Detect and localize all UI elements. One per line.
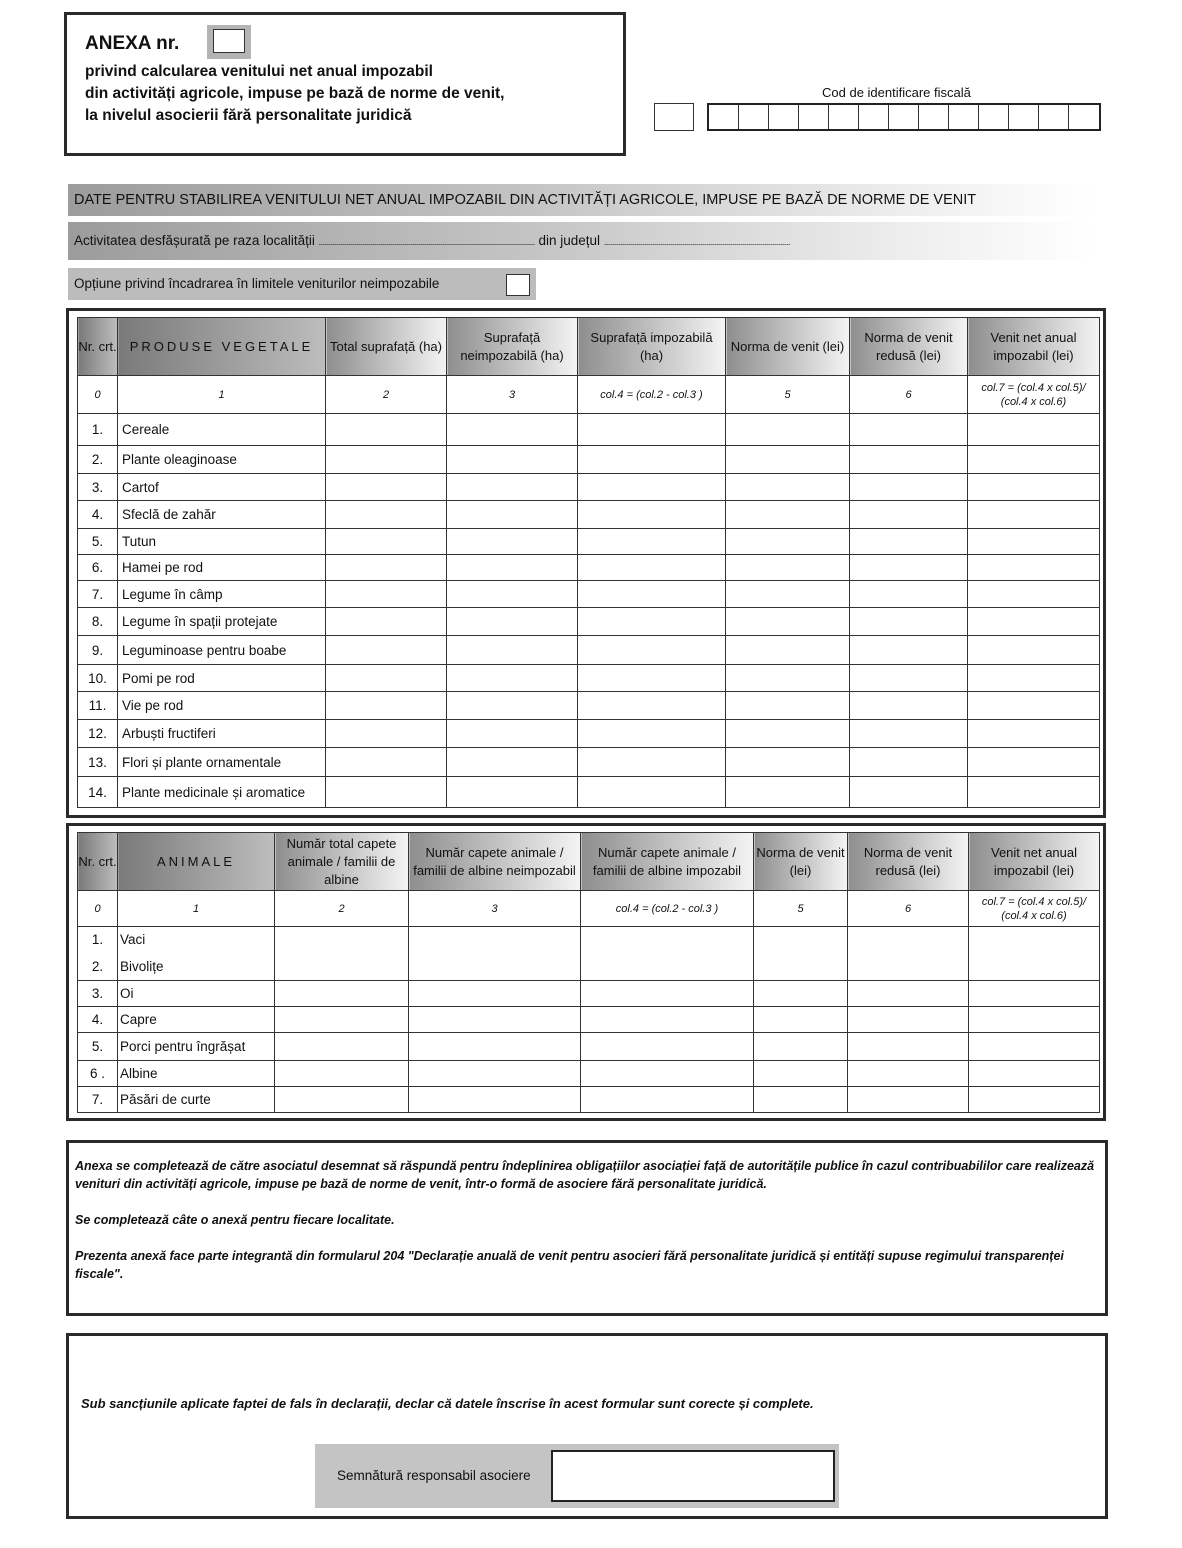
crops-row-nr: 1. <box>78 414 118 446</box>
animals-cell-input[interactable] <box>754 1033 848 1061</box>
crops-row-name: Flori și plante ornamentale <box>118 748 326 777</box>
animals-index-7: col.7 = (col.4 x col.5)/ (col.4 x col.6) <box>969 891 1100 927</box>
crops-cell-input[interactable] <box>726 529 850 555</box>
crops-row-name: Cartof <box>118 474 326 501</box>
crops-row <box>78 474 1100 501</box>
animals-cell-input[interactable] <box>275 1033 409 1061</box>
crops-index-3: 3 <box>447 376 578 414</box>
animals-cell-input[interactable] <box>969 1087 1100 1113</box>
crops-index-1: 1 <box>118 376 326 414</box>
crops-cell-input[interactable] <box>968 636 1100 665</box>
crops-cell-input[interactable] <box>326 720 447 748</box>
crops-col-tax: Suprafață impozabilă (ha) <box>578 318 726 376</box>
crops-cell-input[interactable] <box>447 501 578 529</box>
crops-cell-input[interactable] <box>578 608 726 636</box>
crops-cell-input[interactable] <box>726 608 850 636</box>
declaration-text: Sub sancțiunile aplicate faptei de fals în declarații, declar că datele înscrise în acest formular sunt corecte și complete. <box>81 1396 814 1411</box>
animals-index-4: col.4 = (col.2 - col.3 ) <box>581 891 754 927</box>
animals-cell-input[interactable] <box>848 1061 969 1087</box>
crops-cell-input[interactable] <box>578 581 726 608</box>
animals-cell-input[interactable] <box>275 981 409 1007</box>
crops-cell-input[interactable] <box>968 692 1100 720</box>
crops-table-frame <box>66 308 1106 818</box>
animals-col-nontax: Număr capete animale / familii de albine neimpozabil <box>409 833 581 891</box>
subtitle-line-1: privind calcularea venitului net anual impozabil <box>85 63 433 80</box>
crops-cell-input[interactable] <box>726 581 850 608</box>
crops-index-5: 5 <box>726 376 850 414</box>
crops-cell-input[interactable] <box>850 555 968 581</box>
crops-cell-input[interactable] <box>447 529 578 555</box>
crops-row-name: Hamei pe rod <box>118 555 326 581</box>
locality-row <box>68 222 1094 260</box>
animals-row-nr: 4. <box>78 1007 118 1033</box>
crops-cell-input[interactable] <box>726 720 850 748</box>
crops-col-nr: Nr. crt. <box>78 318 118 376</box>
crops-cell-input[interactable] <box>578 692 726 720</box>
crops-cell-input[interactable] <box>326 608 447 636</box>
crops-cell-input[interactable] <box>447 446 578 474</box>
crops-cell-input[interactable] <box>726 665 850 692</box>
animals-cell-input[interactable] <box>754 927 848 981</box>
animals-cell-input[interactable] <box>409 1007 581 1033</box>
annex-number-label: ANEXA nr. <box>85 33 180 54</box>
crops-cell-input[interactable] <box>850 529 968 555</box>
crops-cell-input[interactable] <box>326 636 447 665</box>
crops-cell-input[interactable] <box>326 581 447 608</box>
crops-row-name: Legume în spații protejate <box>118 608 326 636</box>
annex-title-box <box>64 12 626 156</box>
crops-row-name: Pomi pe rod <box>118 665 326 692</box>
note-1: Anexa se completează de către asociatul desemnat să răspundă pentru îndeplinirea obligațiilor asociației față de autoritățile publice în cazul contribuabililor care realizează venituri din activități agricole, impuse pe bază de norme de venit, într-o formă de asociere fără personalitate juridică. <box>75 1159 1095 1191</box>
crops-cell-input[interactable] <box>447 581 578 608</box>
animals-row <box>78 927 1100 953</box>
crops-row <box>78 748 1100 777</box>
animals-header-row <box>78 833 1100 891</box>
crops-col-nontax: Suprafață neimpozabilă (ha) <box>447 318 578 376</box>
crops-row <box>78 665 1100 692</box>
animals-col-tax: Număr capete animale / familii de albine impozabil <box>581 833 754 891</box>
crops-cell-input[interactable] <box>447 414 578 446</box>
animals-cell-input[interactable] <box>409 927 581 981</box>
county-input[interactable]: ............................................................................................. <box>603 237 790 247</box>
signature-field[interactable] <box>551 1450 835 1502</box>
animals-row-name: Vaci <box>118 927 275 953</box>
crops-row <box>78 501 1100 529</box>
crops-cell-input[interactable] <box>447 692 578 720</box>
crops-cell-input[interactable] <box>968 501 1100 529</box>
crops-row-nr: 10. <box>78 665 118 692</box>
crops-cell-input[interactable] <box>578 665 726 692</box>
animals-index-row <box>78 891 1100 927</box>
crops-cell-input[interactable] <box>578 555 726 581</box>
crops-cell-input[interactable] <box>726 414 850 446</box>
animals-cell-input[interactable] <box>969 927 1100 981</box>
animals-cell-input[interactable] <box>581 1087 754 1113</box>
crops-cell-input[interactable] <box>850 748 968 777</box>
animals-row-name: Păsări de curte <box>118 1087 275 1113</box>
crops-cell-input[interactable] <box>447 665 578 692</box>
crops-row-name: Cereale <box>118 414 326 446</box>
crops-row <box>78 414 1100 446</box>
crops-cell-input[interactable] <box>726 777 850 808</box>
crops-row-nr: 12. <box>78 720 118 748</box>
crops-row-name: Tutun <box>118 529 326 555</box>
animals-cell-input[interactable] <box>848 927 969 981</box>
crops-cell-input[interactable] <box>578 474 726 501</box>
animals-cell-input[interactable] <box>581 1061 754 1087</box>
animals-row <box>78 1007 1100 1033</box>
crops-cell-input[interactable] <box>968 529 1100 555</box>
crops-index-4: col.4 = (col.2 - col.3 ) <box>578 376 726 414</box>
crops-cell-input[interactable] <box>850 608 968 636</box>
animals-row-name: Bivolițe <box>118 953 275 981</box>
crops-cell-input[interactable] <box>326 446 447 474</box>
animals-cell-input[interactable] <box>409 1033 581 1061</box>
county-label: din județul <box>538 233 601 248</box>
animals-cell-input[interactable] <box>848 1007 969 1033</box>
crops-row <box>78 692 1100 720</box>
crops-row <box>78 777 1100 808</box>
option-label: Opțiune privind încadrarea în limitele veniturilor neimpozabile <box>74 276 440 291</box>
crops-cell-input[interactable] <box>326 501 447 529</box>
crops-row-name: Legume în câmp <box>118 581 326 608</box>
crops-cell-input[interactable] <box>578 446 726 474</box>
crops-cell-input[interactable] <box>447 474 578 501</box>
crops-row-nr: 9. <box>78 636 118 665</box>
crops-table <box>77 317 1100 808</box>
signature-section <box>66 1333 1108 1519</box>
crops-cell-input[interactable] <box>968 414 1100 446</box>
crops-row-name: Plante oleaginoase <box>118 446 326 474</box>
crops-cell-input[interactable] <box>850 777 968 808</box>
crops-cell-input[interactable] <box>578 501 726 529</box>
animals-cell-input[interactable] <box>581 927 754 981</box>
animals-col-income: Venit net anual impozabil (lei) <box>969 833 1100 891</box>
animals-cell-input[interactable] <box>275 1061 409 1087</box>
crops-row-nr: 14. <box>78 777 118 808</box>
crops-cell-input[interactable] <box>578 414 726 446</box>
animals-col-norm: Norma de venit (lei) <box>754 833 848 891</box>
animals-cell-input[interactable] <box>969 1033 1100 1061</box>
crops-cell-input[interactable] <box>578 720 726 748</box>
signature-bar <box>315 1444 839 1508</box>
animals-cell-input[interactable] <box>409 981 581 1007</box>
crops-cell-input[interactable] <box>726 555 850 581</box>
subtitle-line-3: la nivelul asocierii fără personalitate juridică <box>85 107 412 124</box>
crops-cell-input[interactable] <box>968 555 1100 581</box>
annex-subtitle <box>85 61 504 127</box>
cif-prefix-input[interactable] <box>654 103 694 131</box>
crops-row-nr: 7. <box>78 581 118 608</box>
animals-col-total: Număr total capete animale / familii de albine <box>275 833 409 891</box>
animals-cell-input[interactable] <box>581 1033 754 1061</box>
crops-cell-input[interactable] <box>447 720 578 748</box>
crops-cell-input[interactable] <box>326 555 447 581</box>
locality-input[interactable]: ............................................................................................................ <box>318 237 535 247</box>
animals-row <box>78 1087 1100 1113</box>
crops-col-norm-reduced: Norma de venit redusă (lei) <box>850 318 968 376</box>
crops-cell-input[interactable] <box>850 474 968 501</box>
animals-index-1: 1 <box>118 891 275 927</box>
animals-row-nr: 3. <box>78 981 118 1007</box>
crops-row-nr: 5. <box>78 529 118 555</box>
crops-cell-input[interactable] <box>726 636 850 665</box>
crops-index-0: 0 <box>78 376 118 414</box>
animals-cell-input[interactable] <box>969 1061 1100 1087</box>
crops-row-nr: 3. <box>78 474 118 501</box>
crops-cell-input[interactable] <box>326 692 447 720</box>
crops-cell-input[interactable] <box>326 414 447 446</box>
crops-cell-input[interactable] <box>726 748 850 777</box>
crops-cell-input[interactable] <box>447 636 578 665</box>
crops-row-name: Vie pe rod <box>118 692 326 720</box>
animals-cell-input[interactable] <box>581 981 754 1007</box>
animals-col-norm-reduced: Norma de venit redusă (lei) <box>848 833 969 891</box>
animals-row <box>78 1033 1100 1061</box>
crops-cell-input[interactable] <box>726 692 850 720</box>
crops-row-nr: 13. <box>78 748 118 777</box>
crops-cell-input[interactable] <box>578 748 726 777</box>
animals-cell-input[interactable] <box>275 1087 409 1113</box>
animals-row-nr: 1. <box>78 927 118 953</box>
animals-index-3: 3 <box>409 891 581 927</box>
animals-row-name: Albine <box>118 1061 275 1087</box>
animals-cell-input[interactable] <box>848 1087 969 1113</box>
crops-cell-input[interactable] <box>726 501 850 529</box>
animals-index-5: 5 <box>754 891 848 927</box>
crops-row-name: Plante medicinale și aromatice <box>118 777 326 808</box>
crops-index-2: 2 <box>326 376 447 414</box>
crops-cell-input[interactable] <box>326 474 447 501</box>
animals-table <box>77 832 1100 1113</box>
cif-input[interactable] <box>707 103 1101 131</box>
note-2: Se completează câte o anexă pentru fiecare localitate. <box>75 1213 395 1227</box>
crops-index-7: col.7 = (col.4 x col.5)/ (col.4 x col.6) <box>968 376 1100 414</box>
crops-cell-input[interactable] <box>968 581 1100 608</box>
animals-index-0: 0 <box>78 891 118 927</box>
animals-row-name: Oi <box>118 981 275 1007</box>
animals-cell-input[interactable] <box>409 1061 581 1087</box>
crops-cell-input[interactable] <box>850 414 968 446</box>
crops-col-total: Total suprafață (ha) <box>326 318 447 376</box>
animals-cell-input[interactable] <box>848 1033 969 1061</box>
crops-cell-input[interactable] <box>326 665 447 692</box>
crops-cell-input[interactable] <box>578 636 726 665</box>
animals-cell-input[interactable] <box>275 927 409 981</box>
crops-row <box>78 555 1100 581</box>
crops-col-norm: Norma de venit (lei) <box>726 318 850 376</box>
animals-row-nr: 6 . <box>78 1061 118 1087</box>
crops-cell-input[interactable] <box>850 692 968 720</box>
crops-col-income: Venit net anual impozabil (lei) <box>968 318 1100 376</box>
crops-cell-input[interactable] <box>726 446 850 474</box>
crops-row <box>78 581 1100 608</box>
animals-index-6: 6 <box>848 891 969 927</box>
crops-cell-input[interactable] <box>326 529 447 555</box>
animals-cell-input[interactable] <box>409 1087 581 1113</box>
crops-cell-input[interactable] <box>447 608 578 636</box>
crops-cell-input[interactable] <box>968 608 1100 636</box>
animals-row-name: Capre <box>118 1007 275 1033</box>
note-3: Prezenta anexă face parte integrantă din formularul 204 "Declarație anuală de venit pentru asocieri fără personalitate juridică și entități supuse regimului transparenței fiscale". <box>75 1249 1064 1281</box>
crops-row <box>78 608 1100 636</box>
crops-cell-input[interactable] <box>578 777 726 808</box>
crops-cell-input[interactable] <box>850 581 968 608</box>
animals-row-name: Porci pentru îngrășat <box>118 1033 275 1061</box>
crops-cell-input[interactable] <box>968 446 1100 474</box>
crops-cell-input[interactable] <box>326 777 447 808</box>
crops-row-nr: 4. <box>78 501 118 529</box>
crops-row-name: Arbuști fructiferi <box>118 720 326 748</box>
animals-cell-input[interactable] <box>754 1087 848 1113</box>
crops-cell-input[interactable] <box>726 474 850 501</box>
cif-label: Cod de identificare fiscală <box>822 85 971 100</box>
section-title: DATE PENTRU STABILIREA VENITULUI NET ANUAL IMPOZABIL DIN ACTIVITĂȚI AGRICOLE, IMPUSE PE BAZĂ DE NORME DE VENIT <box>68 184 1094 216</box>
animals-row <box>78 1061 1100 1087</box>
crops-header-row <box>78 318 1100 376</box>
animals-cell-input[interactable] <box>969 981 1100 1007</box>
crops-cell-input[interactable] <box>968 474 1100 501</box>
animals-row-nr: 2. <box>78 953 118 981</box>
animals-cell-input[interactable] <box>754 981 848 1007</box>
animals-cell-input[interactable] <box>754 1061 848 1087</box>
crops-row-nr: 8. <box>78 608 118 636</box>
animals-table-frame <box>66 823 1106 1121</box>
crops-row <box>78 720 1100 748</box>
crops-row-nr: 11. <box>78 692 118 720</box>
crops-cell-input[interactable] <box>447 777 578 808</box>
crops-cell-input[interactable] <box>968 720 1100 748</box>
animals-cell-input[interactable] <box>754 1007 848 1033</box>
crops-col-product: PRODUSE VEGETALE <box>118 318 326 376</box>
animals-col-animal: ANIMALE <box>118 833 275 891</box>
crops-row-name: Leguminoase pentru boabe <box>118 636 326 665</box>
crops-cell-input[interactable] <box>850 501 968 529</box>
animals-cell-input[interactable] <box>848 981 969 1007</box>
crops-cell-input[interactable] <box>850 720 968 748</box>
annex-number-input[interactable] <box>213 29 245 53</box>
locality-label: Activitatea desfășurată pe raza localității <box>74 233 315 248</box>
crops-row-nr: 2. <box>78 446 118 474</box>
animals-cell-input[interactable] <box>275 1007 409 1033</box>
crops-cell-input[interactable] <box>968 777 1100 808</box>
animals-cell-input[interactable] <box>581 1007 754 1033</box>
animals-cell-input[interactable] <box>969 1007 1100 1033</box>
signature-label: Semnătură responsabil asociere <box>337 1468 531 1483</box>
animals-row-nr: 5. <box>78 1033 118 1061</box>
crops-row-nr: 6. <box>78 555 118 581</box>
animals-index-2: 2 <box>275 891 409 927</box>
option-row <box>68 268 536 300</box>
crops-cell-input[interactable] <box>850 446 968 474</box>
crops-row-name: Sfeclă de zahăr <box>118 501 326 529</box>
crops-cell-input[interactable] <box>326 748 447 777</box>
crops-cell-input[interactable] <box>968 665 1100 692</box>
animals-row <box>78 981 1100 1007</box>
subtitle-line-2: din activități agricole, impuse pe bază de norme de venit, <box>85 85 505 102</box>
crops-cell-input[interactable] <box>850 665 968 692</box>
crops-index-6: 6 <box>850 376 968 414</box>
annex-number-field-bg <box>207 25 251 59</box>
crops-row <box>78 529 1100 555</box>
option-checkbox[interactable] <box>506 274 530 296</box>
crops-cell-input[interactable] <box>850 636 968 665</box>
crops-cell-input[interactable] <box>578 529 726 555</box>
crops-row <box>78 636 1100 665</box>
crops-row <box>78 446 1100 474</box>
instructions-box <box>66 1140 1108 1316</box>
crops-cell-input[interactable] <box>447 555 578 581</box>
crops-cell-input[interactable] <box>447 748 578 777</box>
crops-index-row <box>78 376 1100 414</box>
animals-col-nr: Nr. crt. <box>78 833 118 891</box>
crops-cell-input[interactable] <box>968 748 1100 777</box>
animals-row-nr: 7. <box>78 1087 118 1113</box>
